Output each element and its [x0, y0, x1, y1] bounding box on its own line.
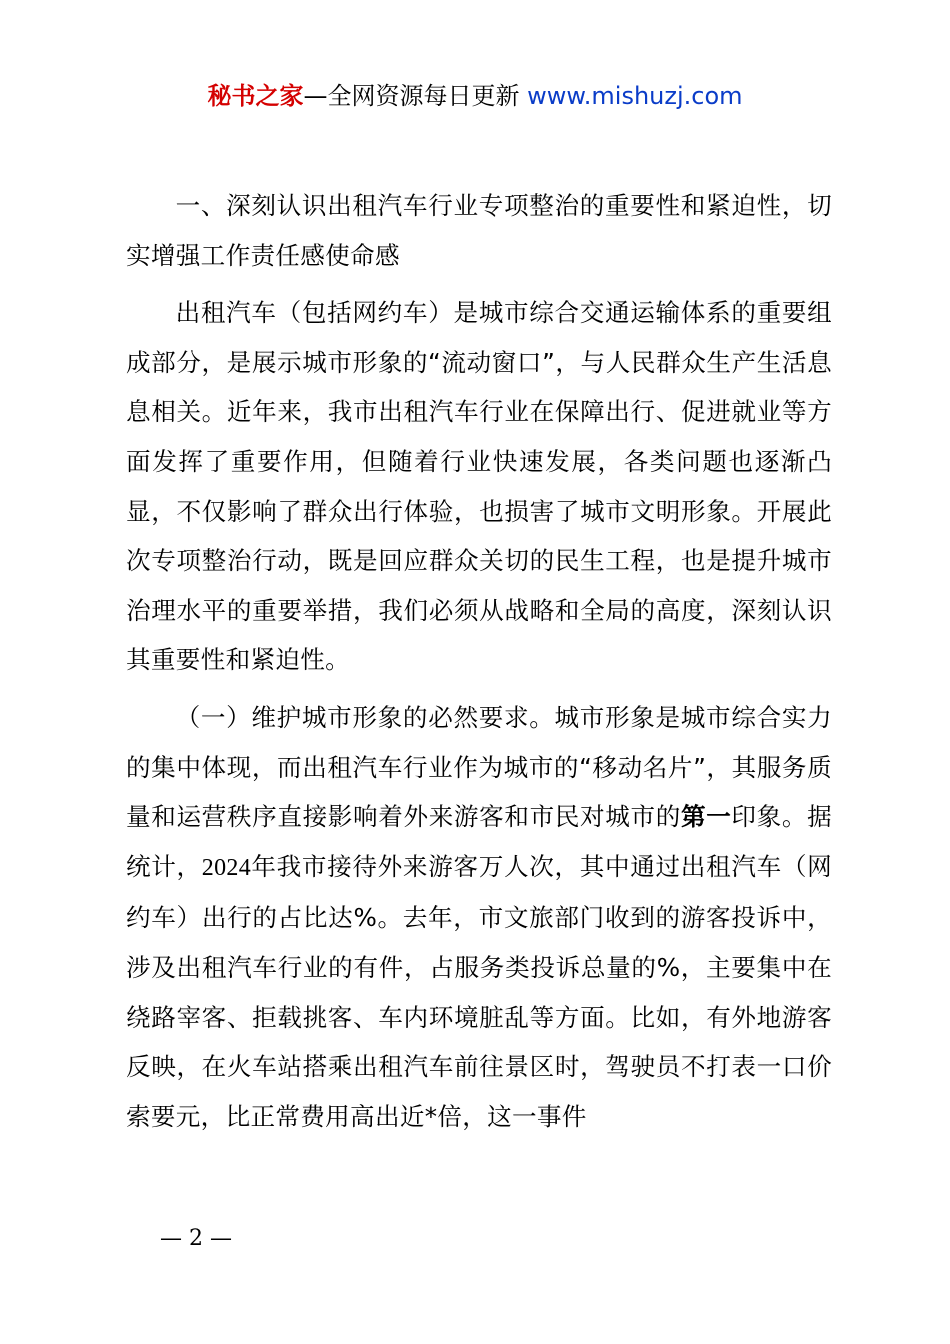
paragraph-intro: 出租汽车（包括网约车）是城市综合交通运输体系的重要组成部分，是展示城市形象的“流动窗口”，与人民群众生产生活息息相关。近年来，我市出租汽车行业在保障出行、促进就业等方面发挥了重要作用，但随着行业快速发展，各类问题也逐渐凸显，不仅影响了群众出行体验，也损害了城市文明形象。开展此次专项整治行动，既是回应群众关切的民生工程，也是提升城市治理水平的重要举措，我们必须从战略和全局的高度，深刻认识其重要性和紧迫性。	[126, 298, 832, 675]
paragraph-text-c: 年我市接待外来游客万人次，其中通过出租汽车（网约车）出行的占比达%。去年，市文旅部门收到的游客投诉中，涉及出租汽车行业的有件，占服务类投诉总量的%，主要集中在绕路宰客、拒载挑客、车内环境脏乱等方面。比如，有外地游客反映，在火车站搭乘出租汽车前往景区时，驾驶员不打表一口价索要元，比正常费用高出近*倍，这一事件	[126, 851, 833, 1131]
header-tagline: 全网资源每日更新	[327, 82, 520, 110]
document-body	[126, 181, 832, 1141]
header-brand: 秘书之家	[207, 82, 304, 110]
paragraph-bold-text: 第一	[680, 802, 732, 832]
page-header	[0, 80, 950, 112]
section-heading: 一、深刻认识出租汽车行业专项整治的重要性和紧迫性，切实增强工作责任感使命感	[126, 191, 832, 270]
paragraph-text-b: 印象。据统计，	[126, 802, 832, 881]
paragraph-year: 2024	[201, 854, 251, 881]
page-number: — 2 —	[160, 1226, 232, 1251]
paragraph-text-a: （一）维护城市形象的必然要求。城市形象是城市综合实力的集中体现，而出租汽车行业作为城市的“移动名片”，其服务质量和运营秩序直接影响着外来游客和市民对城市的	[126, 702, 832, 832]
header-url[interactable]: www.mishuzj.com	[527, 82, 743, 110]
header-dash: —	[303, 82, 328, 110]
paragraph-subsection-1	[126, 693, 832, 1141]
